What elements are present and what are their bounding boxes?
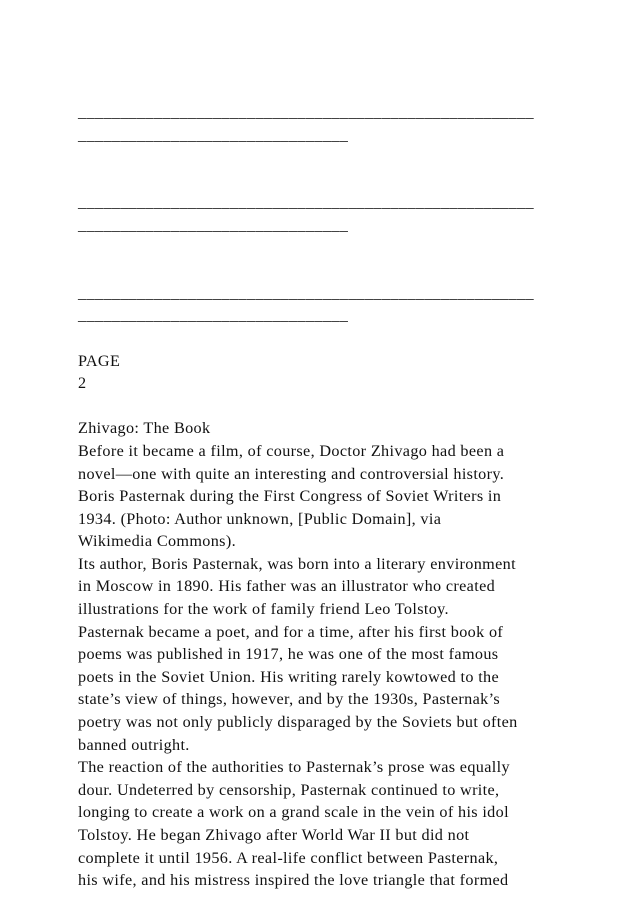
blank-line <box>78 146 578 169</box>
body-text <box>78 440 578 892</box>
body-text-line: his wife, and his mistress inspired the love triangle that formed <box>78 871 509 890</box>
body-text-line: poems was published in 1917, he was one of the most famous <box>78 645 499 664</box>
blank-line <box>78 327 578 350</box>
underline-rule: ______________________________________________________ <box>78 283 534 302</box>
body-text-line: Pasternak became a poet, and for a time, after his first book of <box>78 622 504 641</box>
body-text-line: Boris Pasternak during the First Congress of Soviet Writers in <box>78 487 502 506</box>
blank-line <box>78 169 578 192</box>
blank-line <box>78 395 578 418</box>
body-text-line: illustrations for the work of family friend Leo Tolstoy. <box>78 600 449 619</box>
body-text-line: novel—one with quite an interesting and controversial history. <box>78 464 505 483</box>
page-label: PAGE <box>78 351 121 370</box>
body-text-line: Before it became a film, of course, Doctor Zhivago had been a <box>78 441 505 460</box>
section-title: Zhivago: The Book <box>78 419 211 438</box>
document-text <box>78 101 578 892</box>
body-text-line: complete it until 1956. A real-life conflict between Pasternak, <box>78 848 499 867</box>
blank-line <box>78 237 578 260</box>
body-text-line: The reaction of the authorities to Pasternak’s prose was equally <box>78 758 510 777</box>
body-text-line: poetry was not only publicly disparaged by the Soviets but often <box>78 713 518 732</box>
body-text-line: longing to create a work on a grand scale in the vein of his idol <box>78 803 509 822</box>
body-text-line: dour. Undeterred by censorship, Pasternak continued to write, <box>78 780 500 799</box>
body-text-line: state’s view of things, however, and by the 1930s, Pasternak’s <box>78 690 501 709</box>
blank-line <box>78 259 578 282</box>
underline-rule: ______________________________________________________ <box>78 193 534 212</box>
body-text-line: 1934. (Photo: Author unknown, [Public Domain], via <box>78 509 442 528</box>
underline-rule: ________________________________ <box>78 215 349 234</box>
underline-rule: ________________________________ <box>78 125 349 144</box>
body-text-line: Its author, Boris Pasternak, was born into a literary environment <box>78 554 516 573</box>
body-text-line: Tolstoy. He began Zhivago after World War II but did not <box>78 826 470 844</box>
underline-rule: ______________________________________________________ <box>78 103 534 121</box>
underline-rule: ________________________________ <box>78 306 349 325</box>
body-text-line: banned outright. <box>78 735 190 754</box>
page-number: 2 <box>78 374 87 393</box>
body-text-line: in Moscow in 1890. His father was an illustrator who created <box>78 577 496 596</box>
body-text-line: Wikimedia Commons). <box>78 532 236 551</box>
body-text-line: poets in the Soviet Union. His writing rarely kowtowed to the <box>78 667 500 686</box>
